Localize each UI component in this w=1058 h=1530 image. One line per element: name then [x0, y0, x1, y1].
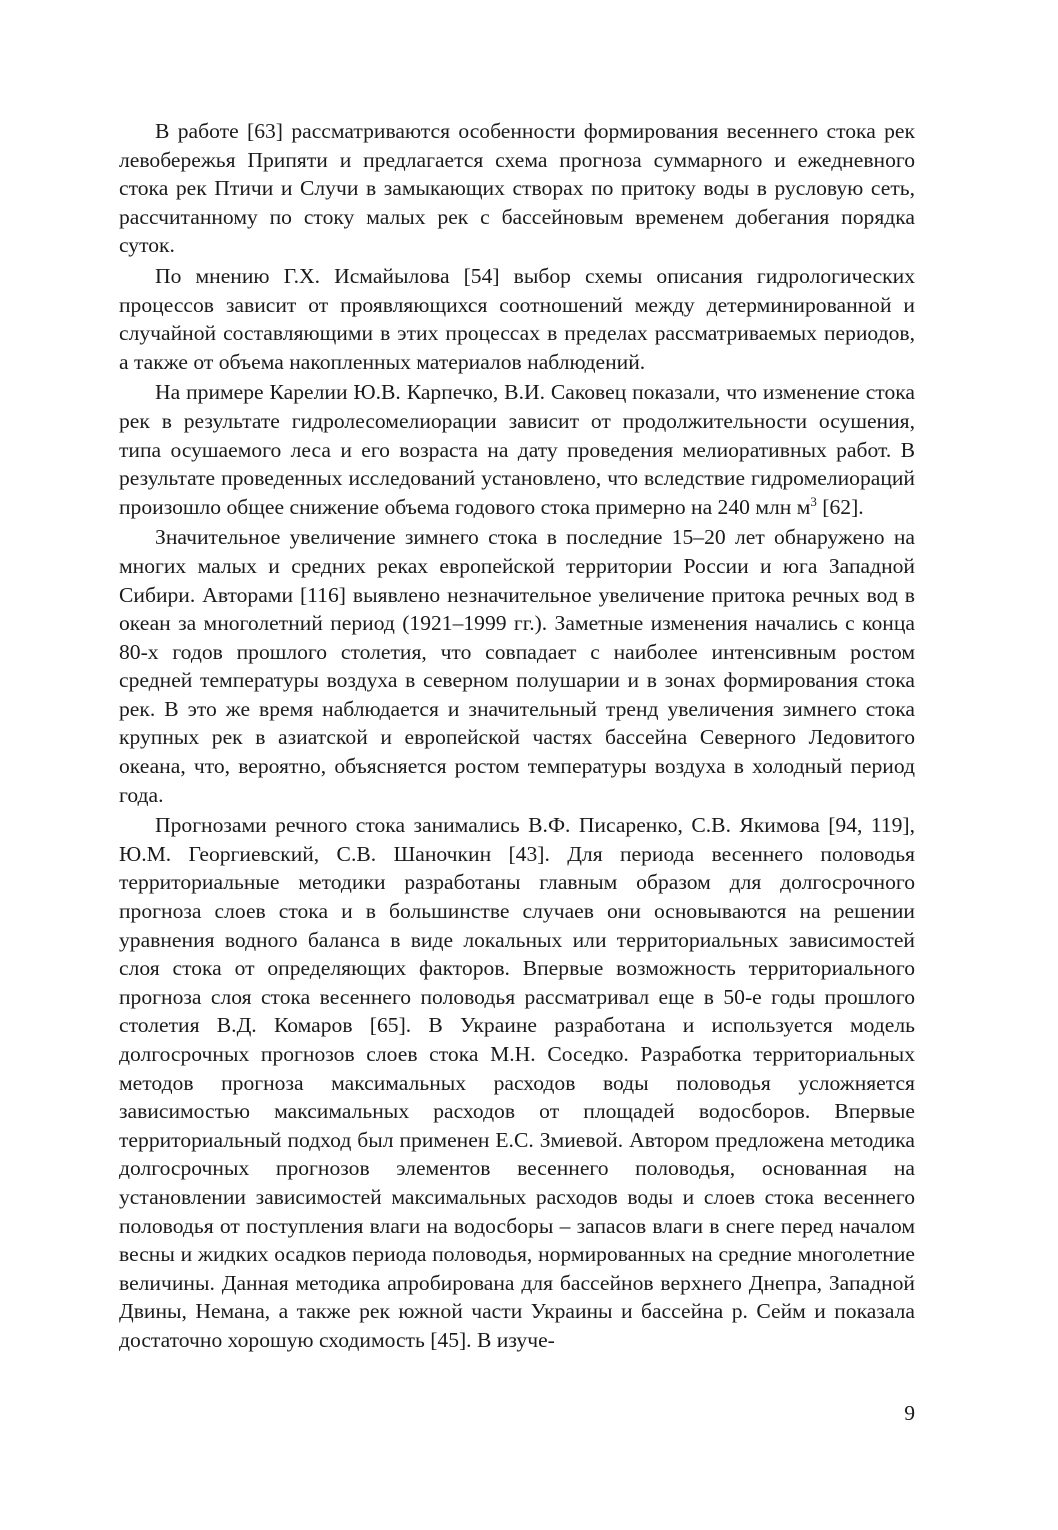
karelia-citation: [62]. — [816, 494, 864, 519]
paragraph-hydrological-processes: По мнению Г.Х. Исмайылова [54] выбор схемы описания гидрологических процессов зависит от проявляющихся соотношений между детерминированной и случайной составляющими в этих процессах в пределах рассматриваемых периодов, а также от объема накопленных материалов наблюдений. — [119, 263, 915, 374]
cubic-superscript: 3 — [810, 493, 817, 509]
karelia-text: На примере Карелии Ю.В. Карпечко, В.И. Саковец показали, что изменение стока рек в результате гидролесомелиорации зависит от продолжительности осушения, типа осушаемого леса и его возраста на дату проведения мелиоративных работ. В результате проведенных исследований установлено, что вследствие гидромелиораций произошло общее снижение объема годового стока примерно на 240 млн м — [119, 380, 915, 519]
body-text — [119, 117, 915, 1357]
paragraph-spring-runoff-forecast: В работе [63] рассматриваются особенности формирования весеннего стока рек левобережья Припяти и предлагается схема прогноза суммарного и ежедневного стока рек Птичи и Случи в замыкающих створах по притоку воды в русловую сеть, рассчитанному по стоку малых рек с бассейновым временем добегания порядка суток. — [119, 119, 915, 258]
paragraph-karelia-melioration — [119, 378, 915, 521]
paragraph-runoff-forecasts: Прогнозами речного стока занимались В.Ф. Писаренко, С.В. Якимова [94, 119], Ю.М. Георгиевский, С.В. Шаночкин [43]. Для периода весеннего половодья территориальные методики разработаны главным образом для долгосрочного прогноза слоев стока и в большинстве случаев они основываются на решении уравнения водного баланса в виде локальных или территориальных зависимостей слоя стока от определяющих факторов. Впервые возможность территориального прогноза слоя стока весеннего половодья рассматривал еще в 50-е годы прошлого столетия В.Д. Комаров [65]. В Украине разработана и используется модель долгосрочных прогнозов слоев стока М.Н. Соседко. Разработка территориальных методов прогноза максимальных расходов воды половодья усложняется зависимостью максимальных расходов от площадей водосборов. Впервые территориальный подход был применен Е.С. Змиевой. Автором предложена методика долгосрочных прогнозов элементов весеннего половодья, основанная на установлении зависимостей максимальных расходов воды и слоев стока весеннего половодья от поступления влаги на водосборы – запасов влаги в снеге перед началом весны и жидких осадков периода половодья, нормированных на средние многолетние величины. Данная методика апробирована для бассейнов верхнего Днепра, Западной Двины, Немана, а также рек южной части Украины и бассейна р. Сейм и показала достаточно хорошую сходимость [45]. В изуче- — [119, 813, 915, 1352]
page-number: 9 — [904, 1401, 915, 1425]
paragraph-winter-runoff-increase: Значительное увеличение зимнего стока в последние 15–20 лет обнаружено на многих малых и средних реках европейской территории России и юга Западной Сибири. Авторами [116] выявлено незначительное увеличение притока речных вод в океан за многолетний период (1921–1999 гг.). Заметные изменения начались с конца 80-х годов прошлого столетия, что совпадает с наиболее интенсивным ростом средней температуры воздуха в северном полушарии и в зонах формирования стока рек. В это же время наблюдается и значительный тренд увеличения зимнего стока крупных рек в азиатской и европейской частях бассейна Северного Ледовитого океана, что, вероятно, объясняется ростом температуры воздуха в холодный период года. — [119, 525, 915, 807]
